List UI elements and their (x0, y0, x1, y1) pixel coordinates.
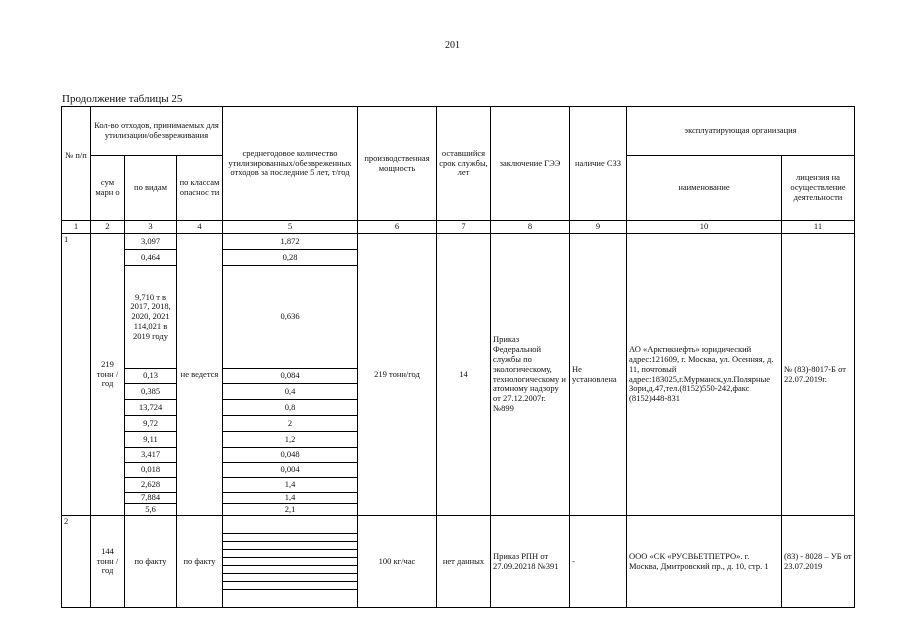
column-numbers-row (62, 221, 855, 234)
row-capacity: 100 кг/час (358, 516, 437, 608)
avg-value: 0,28 (223, 250, 357, 266)
header-avg-qty: среднегодовое количество утилизированных/обезвреженных отходов за последние 5 лет, т/год (223, 107, 358, 221)
col-number: 9 (570, 221, 627, 234)
row-num: 2 (62, 516, 91, 608)
type-value: 13,724 (125, 400, 176, 416)
avg-value: 0,8 (223, 400, 357, 416)
col-number: 11 (782, 221, 855, 234)
row-life: 14 (437, 234, 491, 516)
row-avg-empty (223, 516, 358, 608)
header-capacity: производственная мощность (358, 107, 437, 221)
avg-value: 0,084 (223, 369, 357, 384)
row-operator: ООО «СК «РУСВЬЕТПЕТРО». г. Москва, Дмитровский пр., д. 10, стр. 1 (627, 516, 782, 608)
header-qty-sum: сум марн о (91, 156, 125, 221)
avg-value: 2 (223, 416, 357, 432)
empty-subrow (223, 534, 357, 542)
avg-value: 0,636 (223, 266, 357, 369)
type-value: 3,097 (125, 234, 176, 250)
header-row-1 (62, 107, 855, 156)
empty-subrow (223, 550, 357, 558)
header-remaining-life: оставшийся срок службы, лет (437, 107, 491, 221)
header-operator-name: наименование (627, 156, 782, 221)
row-capacity: 219 тонн/год (358, 234, 437, 516)
empty-subrow (223, 590, 357, 598)
col-number: 3 (125, 221, 177, 234)
header-szz: наличие СЗЗ (570, 107, 627, 221)
waste-facilities-table (61, 106, 855, 608)
col-number: 6 (358, 221, 437, 234)
header-num: № п/п (62, 107, 91, 221)
type-value: 9,710 т в 2017, 2018, 2020, 2021 114,021 в 2019 году (125, 266, 176, 369)
row-gee: Приказ РПН от 27.09.20218 №391 (491, 516, 570, 608)
type-value: 3,417 (125, 448, 176, 463)
type-value: 9,11 (125, 432, 176, 448)
avg-value: 1,2 (223, 432, 357, 448)
type-value: 9,72 (125, 416, 176, 432)
type-value: 0,385 (125, 384, 176, 400)
row-operator: АО «Арктикнефть» юридический адрес:121609, г. Москва, ул. Осенняя, д. 11, почтовый адрес:183025,г.Мурманск,ул.Полярные Зори,д.47,тел.(8152)550-242,факс (8152)448-831 (627, 234, 782, 516)
row-sum: 144 тонн /год (91, 516, 125, 608)
header-qty-types: по видам (125, 156, 177, 221)
col-number: 7 (437, 221, 491, 234)
row-num: 1 (62, 234, 91, 516)
header-gee: заключение ГЭЭ (491, 107, 570, 221)
avg-value: 2,1 (284, 503, 296, 514)
avg-value: 1,4 (223, 493, 357, 504)
header-waste-qty-group: Кол-во отходов, принимаемых для утилизации/обезвреживания (91, 107, 223, 156)
empty-subrow (223, 582, 357, 590)
row-by-classes: по факту (177, 516, 223, 608)
row-life: нет данных (437, 516, 491, 608)
empty-subrow (223, 558, 357, 566)
col-number: 8 (491, 221, 570, 234)
table-row (62, 234, 855, 516)
row-by-types: по факту (125, 516, 177, 608)
type-value: 0,13 (125, 369, 176, 384)
avg-value: 1,4 (223, 478, 357, 493)
avg-value: 1,872 (223, 234, 357, 250)
col-number: 1 (62, 221, 91, 234)
row-szz: - (570, 516, 627, 608)
row-license: (83) - 8028 – УБ от 23.07.2019 (782, 516, 855, 608)
table-caption: Продолжение таблицы 25 (62, 93, 183, 105)
row-sum: 219 тонн /год (91, 234, 125, 516)
type-value: 0,018 (125, 463, 176, 478)
col-number: 10 (627, 221, 782, 234)
header-license: лицензия на осуществление деятельности (782, 156, 855, 221)
col-number: 2 (91, 221, 125, 234)
avg-value: 0,4 (223, 384, 357, 400)
empty-subrow (223, 542, 357, 550)
row-license: № (83)-8017-Б от 22.07.2019г. (782, 234, 855, 516)
page-number: 201 (445, 40, 460, 51)
type-value: 2,628 (125, 478, 176, 493)
type-value: 0,464 (125, 250, 176, 266)
row-avg (223, 234, 358, 516)
row-by-classes: не ведется (177, 234, 223, 516)
row-gee: Приказ Федеральной службы по экологическому, технологическому и атомному надзору от 27.12.2007г. №899 (491, 234, 570, 516)
row-by-types (125, 234, 177, 516)
avg-value: 0,004 (223, 463, 357, 478)
type-value: 5,6 (145, 503, 156, 514)
empty-subrow (223, 574, 357, 582)
empty-subrow (223, 566, 357, 574)
col-number: 5 (223, 221, 358, 234)
col-number: 4 (177, 221, 223, 234)
header-qty-classes: по классам опаснос ти (177, 156, 223, 221)
empty-subrow (223, 526, 357, 534)
table-row (62, 516, 855, 608)
avg-value: 0,048 (223, 448, 357, 463)
header-operator-group: эксплуатирующая организация (627, 107, 855, 156)
type-value: 7,884 (125, 493, 176, 504)
row-szz: Не установлена (570, 234, 627, 516)
